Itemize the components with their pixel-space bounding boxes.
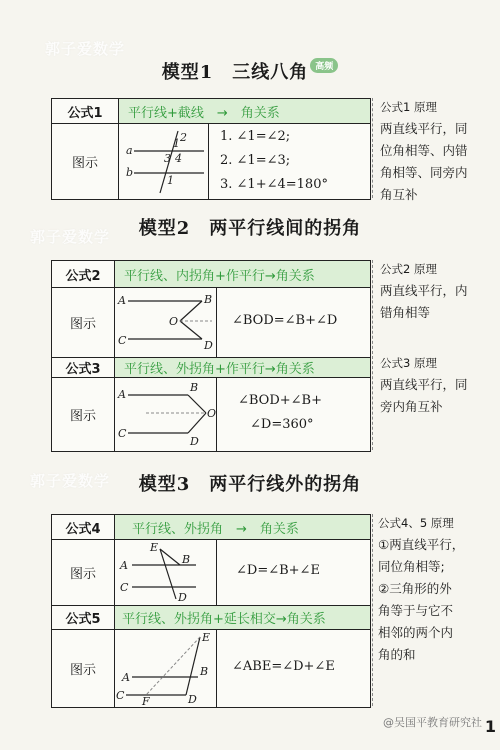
fig-label-O: O (169, 315, 179, 328)
fig-label-1b: 1 (167, 174, 174, 187)
formula1-line-1: 1. ∠1=∠2; (220, 129, 291, 144)
formula5-figure-label: 图示 (69, 662, 96, 678)
formula3-figure (116, 379, 217, 449)
model1-table (51, 98, 371, 200)
fig-label-B: B (200, 665, 209, 678)
formula2-figure-label: 图示 (69, 316, 96, 332)
formula2-principle: 公式2 原理 两直线平行，内 错角相等 (380, 262, 468, 320)
formula3-figure-label: 图示 (69, 408, 96, 424)
fig-label-C: C (118, 334, 127, 347)
formula1-principle: 公式1 原理 两直线平行，同 位角相等、内错 角相等、同旁内 角互补 (380, 100, 468, 202)
formula1-relation: 平行线+截线 → 角关系 (128, 105, 280, 121)
fig-label-4: 4 (175, 152, 182, 165)
fig-label-D: D (190, 435, 199, 448)
fig-label-D: D (204, 339, 213, 352)
fig-label-F: F (142, 695, 150, 708)
formula3-label: 公式3 (65, 361, 101, 377)
formula1-figure (120, 125, 206, 197)
formula4-figure-label: 图示 (69, 566, 96, 582)
formula2-label: 公式2 (65, 268, 101, 284)
formula2-relation: 平行线、内拐角+作平行→角关系 (124, 268, 315, 284)
watermark: 郭子爱数学 (45, 40, 126, 58)
formula2-figure (116, 289, 214, 355)
fig-label-D: D (188, 693, 197, 706)
fig-label-2b: 2 (180, 131, 187, 144)
footer-credit: @吴国平教育研究社 (383, 716, 482, 729)
model3-table (51, 514, 371, 708)
formula3-principle: 公式3 原理 两直线平行，同 旁内角互补 (380, 356, 468, 414)
formula4-figure (116, 541, 214, 603)
formula5-label: 公式5 (65, 611, 101, 627)
formula5-expression: ∠ABE=∠D+∠E (232, 659, 335, 674)
fig-label-B: B (190, 381, 199, 394)
watermark: 郭子爱数学 (30, 472, 111, 490)
watermark: 郭子爱数学 (30, 228, 111, 246)
formula1-label: 公式1 (67, 105, 103, 121)
model2-table (51, 260, 371, 452)
fig-label-E: E (150, 541, 159, 554)
fig-label-D: D (178, 591, 187, 604)
fig-label-C: C (118, 427, 127, 440)
fig-label-A: A (118, 388, 126, 401)
fig-label-E: E (202, 631, 211, 644)
fig-label-B: B (204, 293, 213, 306)
formula4-relation: 平行线、外拐角 → 角关系 (132, 521, 299, 537)
formula4-expression: ∠D=∠B+∠E (236, 563, 320, 578)
formula2-expression: ∠BOD=∠B+∠D (232, 313, 338, 328)
frequency-badge: 高频 (310, 58, 338, 73)
model2-title: 模型2 两平行线间的拐角 (138, 218, 362, 239)
fig-label-A: A (120, 559, 128, 572)
page-number: 1 (484, 717, 496, 736)
fig-label-A: A (118, 294, 126, 307)
model3-title: 模型3 两平行线外的拐角 (138, 474, 362, 495)
fig-label-A: A (122, 671, 130, 684)
fig-label-1: 1 (173, 137, 180, 150)
fig-label-C: C (120, 581, 129, 594)
fig-label-B: B (182, 553, 191, 566)
formula3-expression-2: ∠D=360° (250, 417, 314, 432)
fig-label-a: a (126, 144, 133, 157)
fig-label-b: b (126, 166, 134, 179)
fig-label-3: 3 (164, 152, 171, 165)
formula4-label: 公式4 (65, 521, 101, 537)
formula1-figure-label: 图示 (71, 155, 98, 171)
formula3-expression-1: ∠BOD+∠B+ (238, 393, 322, 408)
formula3-relation: 平行线、外拐角+作平行→角关系 (124, 361, 315, 377)
fig-label-C: C (116, 689, 125, 702)
formula1-line-3: 3. ∠1+∠4=180° (220, 177, 328, 192)
model1-title: 模型1 三线八角 高频 (0, 58, 500, 84)
formula5-figure (116, 631, 214, 708)
fig-label-O: O (207, 407, 217, 420)
formula5-relation: 平行线、外拐角+延长相交→角关系 (122, 611, 326, 627)
formula45-principle: 公式4、5 原理 ①两直线平行， 同位角相等; ②三角形的外 角等于与它不 相邻的两个内 角的和 (378, 516, 465, 662)
formula1-line-2: 2. ∠1=∠3; (220, 153, 291, 168)
